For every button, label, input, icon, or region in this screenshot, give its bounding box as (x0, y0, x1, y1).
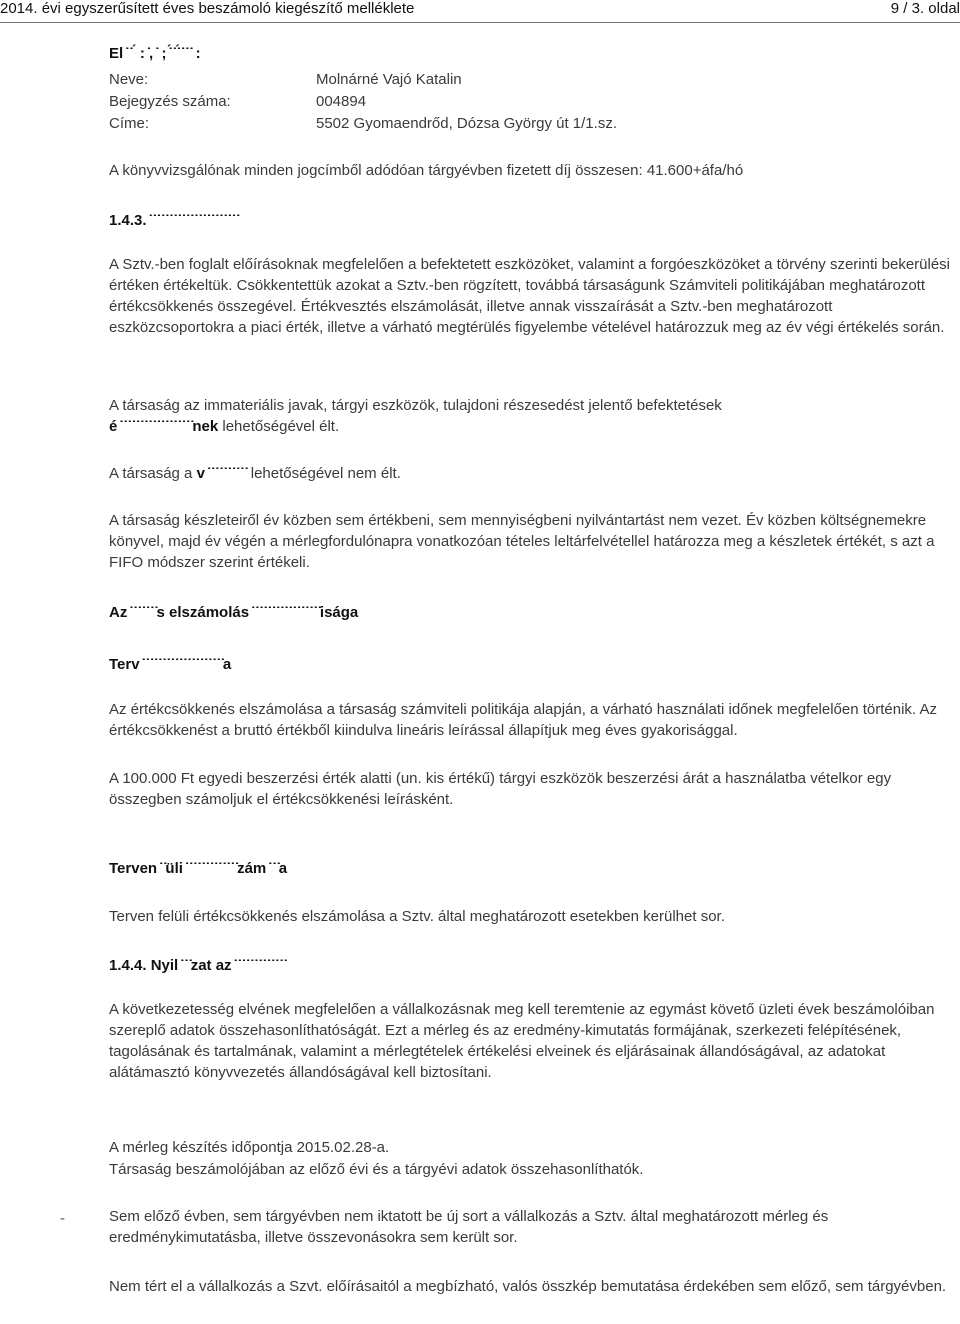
fair-value-rest: lehetőségével nem élt. (246, 465, 401, 482)
valuation-paragraph: A Sztv.-ben foglalt előírásoknak megfelelően a befektetett eszközöket, valamint a forgóeszközöket a törvény szerinti bekerülési értéken értékeltük. Csökkentettük azokat a Sztv.-ben rögzített, továbbá társaságunk Számviteli politikájában meghatározott értékcsökkenés összegével. Értékvesztés elszámolását, illetve annak visszaírását a Sztv.-ben meghatározott eszközcsoportokra a piaci érték, illetve a várható megtérülés figyelembe vételével határozzuk meg az év végi értékelés során. (109, 256, 951, 336)
section-1-4-4-heading: 1.4.4. Nyil ̇ ̇ ̇zat az ̇ ̇ ̇ ̇ ̇ ̇ ̇ ̇ ̇ ̇ ̇ ̇ ̇ (109, 957, 286, 974)
depreciation-paragraph: Az értékcsökkenés elszámolása a társaság számviteli politikája alapján, a várható használati időnek megfelelően történik. Az értékcsökkenést a bruttó értékből kiindulva lineáris leírással állapítjuk meg éves gyakorisággal. (109, 701, 937, 739)
header-divider (0, 22, 960, 23)
auditor-reg-label: Bejegyzés száma: (109, 93, 231, 110)
new-rows-paragraph: Sem előző évben, sem tárgyévben nem iktatott be új sort a vállalkozás a Sztv. által meghatározott mérleg és eredménykimutatásba, illetve összevonásokra sem került sor. (109, 1208, 829, 1246)
revaluation-rest: lehetőségével élt. (218, 418, 340, 435)
deviation-paragraph: Nem tért el a vállalkozás a Szvt. előírásaitól a megbízható, valós összkép bemutatása érdekében sem előző, sem tárgyévben. (109, 1278, 947, 1295)
revaluation-bold: é ̇ ̇ ̇ ̇ ̇ ̇ ̇ ̇ ̇ ̇ ̇ ̇ ̇ ̇ ̇ ̇ ̇ ̇nek (109, 418, 219, 435)
auditor-address-label: Címe: (109, 115, 150, 132)
unplanned-depreciation-subheading: Terven ̇ ̇üli ̇ ̇ ̇ ̇ ̇ ̇ ̇ ̇ ̇ ̇ ̇ ̇ ̇zám ̇ ̇ ̇a (109, 860, 288, 877)
auditor-address-value: 5502 Gyomaendrőd, Dózsa György út 1/1.sz. (316, 115, 617, 132)
margin-mark: - (60, 1210, 65, 1227)
auditor-fee: A könyvvizsgálónak minden jogcímből adódóan tárgyévben fizetett díj összesen: 41.600+áfa/hó (109, 162, 744, 179)
auditor-name-label: Neve: (109, 71, 149, 88)
revaluation-paragraph (109, 395, 954, 437)
inventory-paragraph: A társaság készleteiről év közben sem értékbeni, sem mennyiségbeni nyilvántartást nem vezet. Év közben költségnemekre könyvel, majd év végén a mérlegfordulónapra vonatkozóan tételes leltárfelvétellel határozza meg a készletek értékét, s azt a FIFO módszer szerint értékeli. (109, 512, 935, 571)
depreciation-subheading: Az ̇ ̇ ̇ ̇ ̇ ̇ ̇s elszámolás ̇ ̇ ̇ ̇ ̇ ̇ ̇ ̇ ̇ ̇ ̇ ̇ ̇ ̇ ̇ ̇ ̇isága (109, 604, 359, 621)
revaluation-text: A társaság az immateriális javak, tárgyi eszközök, tulajdoni részesedést jelentő befektetések (109, 397, 722, 414)
balance-date: A mérleg készítés időpontja 2015.02.28-a. (109, 1139, 390, 1156)
auditor-reg-value: 004894 (316, 93, 367, 110)
page-header (0, 0, 960, 22)
comparability-statement: Társaság beszámolójában az előző évi és a tárgyévi adatok összehasonlíthatók. (109, 1161, 644, 1178)
auditor-name-value: Molnárné Vajó Katalin (316, 71, 462, 88)
small-assets-paragraph: A 100.000 Ft egyedi beszerzési érték alatti (un. kis értékű) tárgyi eszközök beszerzési árát a használatba vételkor egy összegben számoljuk el értékcsökkenési leírásként. (109, 770, 892, 808)
fair-value-bold: v ̇ ̇ ̇ ̇ ̇ ̇ ̇ ̇ ̇ ̇ (196, 465, 247, 482)
auditor-heading: El ̇ ̇ ́ : ̇, ̇ ; ̇́ ̇ ̇́ ̇ ̇ ̇ : (109, 45, 201, 62)
unplanned-depreciation-paragraph: Terven felüli értékcsökkenés elszámolása a Sztv. által meghatározott esetekben kerülhet sor. (109, 908, 725, 925)
fair-value-paragraph (109, 463, 401, 484)
header-title: 2014. évi egyszerűsített éves beszámoló kiegészítő melléklete (0, 0, 415, 17)
planned-depreciation-subheading: Terv ̇ ̇ ̇ ̇ ̇ ̇ ̇ ̇ ̇ ̇ ̇ ̇ ̇ ̇ ̇ ̇ ̇ ̇ ̇ ̇a (109, 656, 232, 673)
header-page-number: 9 / 3. oldal (890, 0, 960, 17)
fair-value-pre: A társaság a (109, 465, 197, 482)
section-1-4-3-heading: 1.4.3. ̇ ̇ ̇ ̇ ̇ ̇ ̇ ̇ ̇ ̇ ̇ ̇ ̇ ̇ ̇ ̇ ̇ ̇ ̇ ̇ ̇ ̇ (109, 212, 239, 229)
consistency-paragraph: A következetesség elvének megfelelően a vállalkozásnak meg kell teremtenie az egymást követő üzleti évek beszámolóiban szereplő adatok összehasonlíthatóságát. Ezt a mérleg és az eredmény-kimutatás formájának, szerkezeti felépítésének, tagolásának és tartalmának, valamint a mérlegtételek értékelési elveinek és eljárásainak állandóságával, az adatokat alátámasztó könyvvezetés állandóságával kell biztosítani. (109, 1001, 935, 1081)
